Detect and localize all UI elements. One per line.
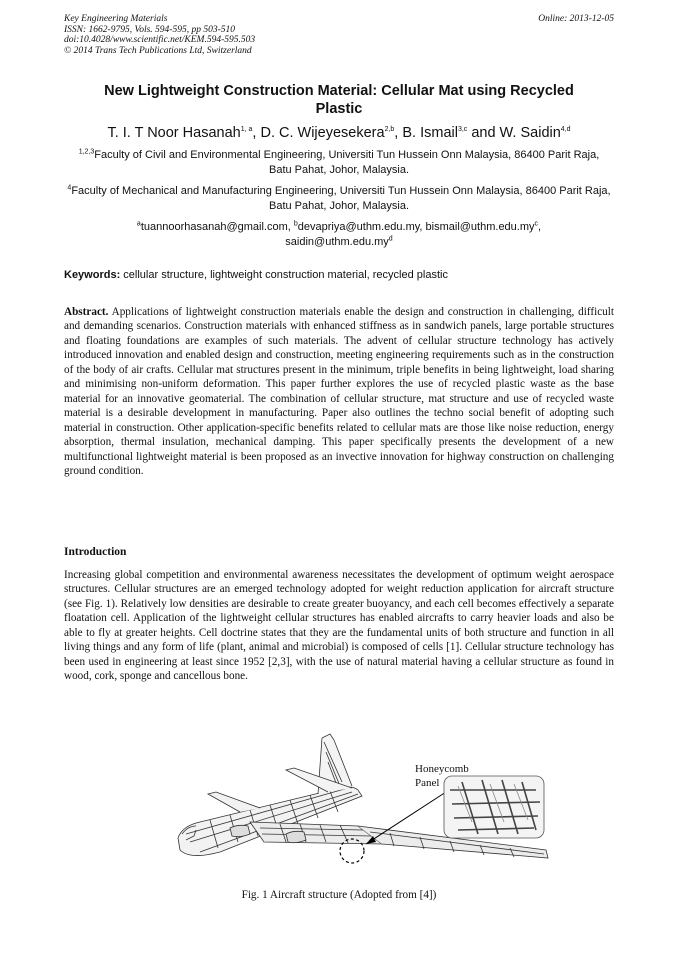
affiliation-sup: 1,2,3 (78, 148, 95, 156)
author-name: B. Ismail (402, 125, 458, 141)
email-sup: c (534, 220, 539, 228)
abstract-text: Applications of lightweight construction materials enable the design and construction in challenging, difficult and demanding scenarios. Construction materials with enhanced stiffness as in sandwich panels, large portable structures and floating foundations are examples of such materials. The advent of cellular structure technology has actively introduced innovation and enabled design and construction, meeting engineering requirements such as in the construction of the body of air crafts. Cellular mat structures present in the minimum, triple benefits in being lightweight, load sharing and minimising non-uniform deformation. This paper further explores the use of recycled plastic waste as the base material for an innovative geomaterial. The combination of cellular structure, mat structure and use of recycled waste material is a desirable development in manufacturing. Paper also outlines the techno social benefit of adopting such material in construction. Other application-specific benefits related to cellular mats are those like noise reduction, energy absorption, thermal insulation, mechanical damping. This paper specifically presents the development of a new multifunctional lightweight material is been proposed as an invective innovation for highway construction on challenging ground condition. (64, 306, 614, 477)
paper-title: New Lightweight Construction Material: Cellular Mat using Recycled Plastic (104, 83, 574, 117)
email-sup: a (136, 220, 141, 228)
email-link[interactable]: bismail@uthm.edu.my (425, 221, 535, 233)
email-sup: d (388, 235, 393, 243)
honeycomb-label (415, 762, 469, 790)
author-sup: 2,b (384, 126, 395, 134)
email-sup: b (293, 220, 298, 228)
keywords-text: cellular structure, lightweight construction material, recycled plastic (120, 269, 448, 281)
online-date: Online: 2013-12-05 (538, 14, 614, 24)
keywords (64, 268, 614, 282)
author-sup: 4,d (560, 126, 571, 134)
issn-line: ISSN: 1662-9795, Vols. 594-595, pp 503-510 (64, 24, 235, 35)
abstract-label: Abstract. (64, 306, 109, 318)
email-list (66, 220, 612, 250)
affiliation-text: Faculty of Civil and Environmental Engineering, Universiti Tun Hussein Onn Malaysia, 86400 Parit Raja, Batu Pahat, Johor, Malaysia. (94, 149, 600, 176)
introduction-paragraph: Increasing global competition and environmental awareness necessitates the development of optimum weight aerospace structures. Cellular structures are an emerged technology adopted for weight reduction application for aircraft structure (see Fig. 1). Relatively low densities are desirable to create greater buoyancy, and each cell becomes effectively a separate floatation cell. Application of the lightweight cellular structures has enabled aircrafts to carry heavier loads and also be able to fly at greater heights. Cell doctrine states that they are the fundamental units of both structure and function in all living things and any form of life (plant, animal and microbial) is composed of cells [1]. Cellular structure technology has been used in engineering at least since 1952 [2,3], with the use of natural material having a cellular structure as found in wood, cork, sponge and cancellous bone. (64, 569, 614, 683)
aircraft-wireframe (178, 734, 382, 856)
affiliation-sup: 4 (67, 184, 72, 192)
email-sep: , (538, 221, 542, 233)
doi-line: doi:10.4028/www.scientific.net/KEM.594-595.503 (64, 35, 256, 46)
author-name: D. C. Wijeyesekera (260, 125, 385, 141)
honeycomb-label-line2: Panel (415, 777, 440, 789)
author-list (40, 124, 638, 142)
author-sep: , (252, 125, 261, 141)
affiliation-text: Faculty of Mechanical and Manufacturing Engineering, Universiti Tun Hussein Onn Malaysia, 86400 Parit Raja, Batu Pahat, Johor, Malaysia. (71, 185, 611, 212)
abstract (64, 305, 614, 478)
keywords-label: Keywords: (64, 269, 121, 281)
affiliation-1 (66, 148, 612, 178)
honeycomb-label-line1: Honeycomb (415, 763, 469, 775)
email-link[interactable]: tuannoorhasanah@gmail.com, (140, 221, 294, 233)
aircraft-figure (90, 730, 600, 882)
author-sup: 3,c (457, 126, 468, 134)
author-name: W. Saidin (499, 125, 561, 141)
email-link[interactable]: devapriya@uthm.edu.my, (297, 221, 426, 233)
figure-caption: Fig. 1 Aircraft structure (Adopted from [4]) (241, 889, 437, 901)
affiliation-2 (66, 184, 612, 214)
introduction-heading: Introduction (64, 546, 127, 558)
email-link[interactable]: saidin@uthm.edu.my (285, 236, 389, 248)
copyright-line: © 2014 Trans Tech Publications Ltd, Switzerland (64, 45, 252, 56)
journal-name: Key Engineering Materials (64, 14, 168, 24)
journal-header (64, 14, 255, 56)
author-sup: 1, a (240, 126, 253, 134)
author-sep: and (467, 125, 500, 141)
author-name: T. I. T Noor Hasanah (107, 125, 241, 141)
author-sep: , (394, 125, 403, 141)
